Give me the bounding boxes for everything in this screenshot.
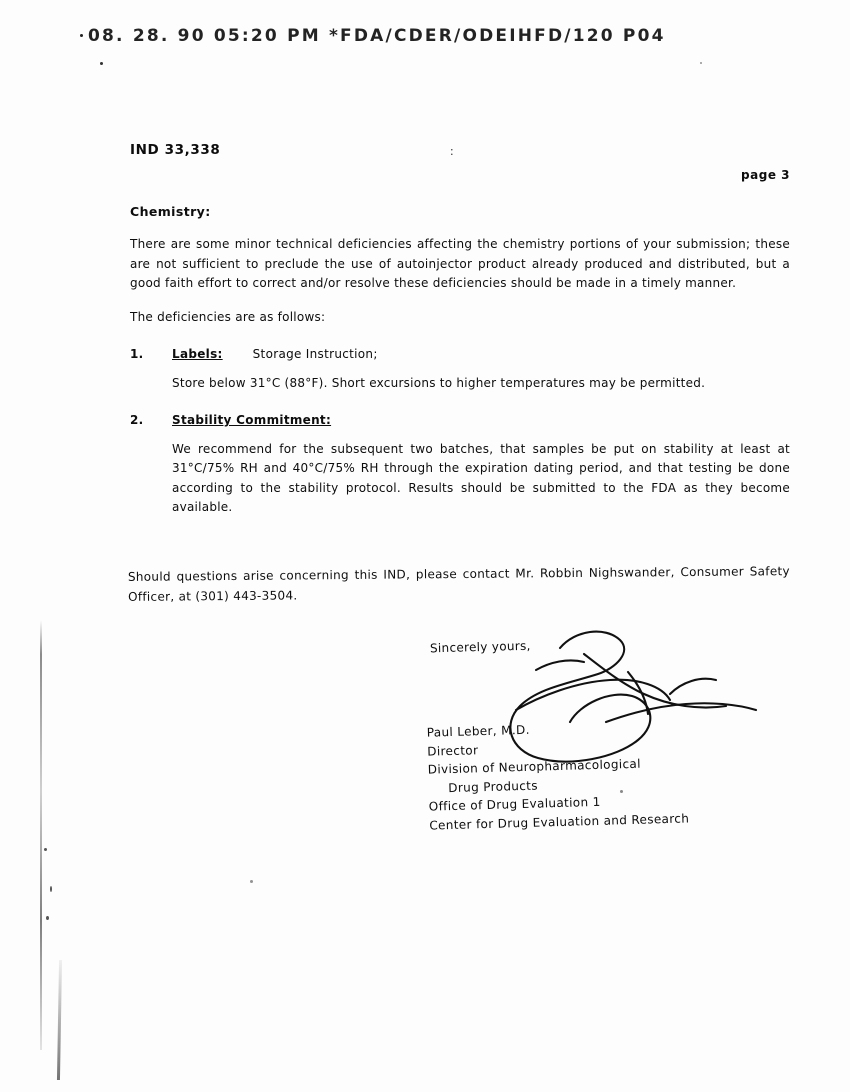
fax-transmission-header: 08. 28. 90 05:20 PM *FDA/CDER/ODEIHFD/120 P04 [88,26,666,46]
signatory-center: Center for Drug Evaluation and Research [429,811,690,833]
item-number: 1. [130,347,144,362]
intro-paragraph: There are some minor technical deficiencies affecting the chemistry portions of your submission; these are not sufficient to preclude the use of autoinjector product already produced and distributed, but a good faith effort to correct and/or resolve these deficiencies should be made in a timely manner. [130,237,790,291]
signatory-office: Office of Drug Evaluation 1 [428,795,601,814]
scan-speck [46,916,49,920]
scan-speck [620,790,623,793]
scan-speck [250,880,253,883]
page-number: page 3 [741,168,790,182]
signatory-division: Division of Neuropharmacological [427,756,642,777]
deficiency-item-1 [130,345,790,364]
deficiency-body-1: Store below 31°C (88°F). Short excursions to higher temperatures may be permitted. [172,375,706,390]
document-header-row [130,140,790,186]
item-number: 2. [130,413,144,428]
section-heading-chemistry: Chemistry: [130,204,211,219]
item-subtitle: Storage Instruction; [252,347,378,362]
scan-speck [100,62,103,65]
closing-paragraph: Should questions arise concerning this IND, please contact Mr. Robbin Nighswander, Consumer Safety Officer, at (301) 443-3504. [127,563,790,604]
scan-speck [50,886,52,892]
scan-artifact-streak [40,620,42,1050]
document-body [127,140,790,833]
deficiencies-lead: The deficiencies are as follows: [130,309,326,324]
scan-speck [80,34,83,37]
signatory-division-cont: Drug Products [448,778,539,795]
deficiency-body-2: We recommend for the subsequent two batches, that samples be put on stability at least at 31°C/75% RH and 40°C/75% RH through the expiration dating period, and that testing be done according to the stability protocol. Results should be submitted to the FDA as they become available. [172,441,790,515]
item-title: Labels: [172,347,223,362]
signature-block [426,716,689,835]
deficiency-item-2 [130,411,790,430]
scan-artifact-streak [57,960,62,1080]
ind-number: IND 33,338 [130,142,221,158]
sincerely-line: Sincerely yours, [429,638,531,656]
signatory-title: Director [427,742,479,759]
scan-speck [700,62,702,64]
scan-speck [44,848,47,851]
item-title: Stability Commitment: [172,413,332,428]
stray-colon-mark: : [450,143,454,158]
signatory-name: Paul Leber, M.D. [426,722,530,740]
